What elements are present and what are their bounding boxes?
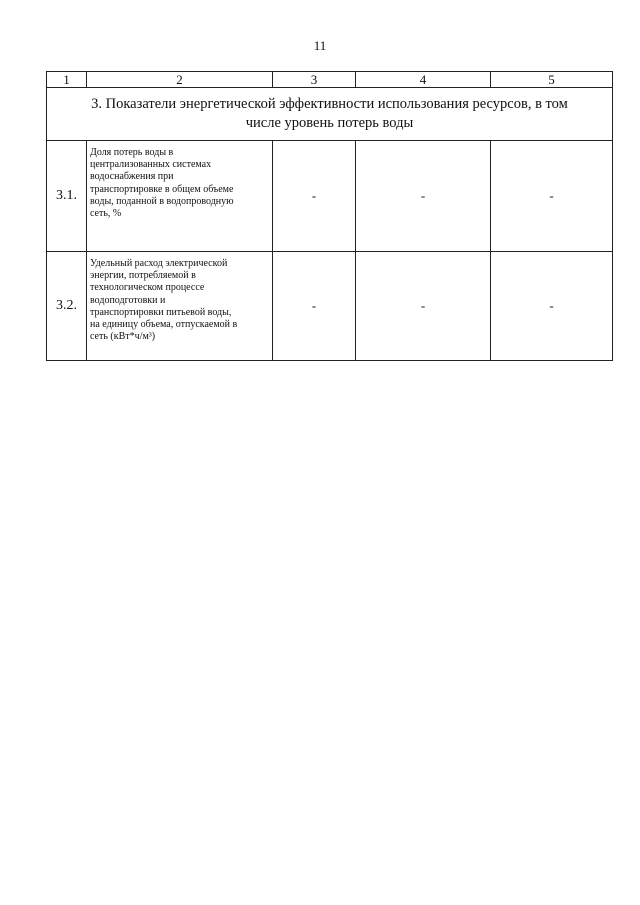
indicators-table: [46, 71, 613, 361]
description-line: технологическом процессе: [90, 282, 205, 294]
description-line: водоснабжения при: [90, 171, 174, 183]
description-line: энергии, потребляемой в: [90, 270, 196, 282]
description-line: Доля потерь воды в: [90, 147, 174, 158]
section-title: 3. Показатели энергетической эффективности использования ресурсов, в том числе уровень потерь воды: [47, 88, 613, 141]
table-header-row: [47, 72, 613, 88]
column-header-2: 2: [87, 72, 273, 88]
description-line: транспортировки питьевой воды,: [90, 306, 232, 318]
section-row: [47, 88, 613, 141]
column-header-3: 3: [273, 72, 356, 88]
row-description: [87, 252, 273, 361]
table-row: [47, 141, 613, 252]
row-number: 3.1.: [47, 141, 87, 252]
value-cell-3: -: [273, 141, 356, 252]
description-line: сеть (кВт*ч/м³): [90, 331, 156, 343]
value-cell-4: -: [356, 141, 491, 252]
value-cell-4: -: [356, 252, 491, 361]
value-cell-5: -: [491, 141, 613, 252]
value-cell-5: -: [491, 252, 613, 361]
column-header-1: 1: [47, 72, 87, 88]
description-line: на единицу объема, отпускаемой в: [90, 319, 238, 331]
description-line: Удельный расход электрической: [90, 258, 228, 269]
description-line: сеть, %: [90, 208, 122, 220]
table-row: [47, 252, 613, 361]
row-number: 3.2.: [47, 252, 87, 361]
row-description: [87, 141, 273, 252]
description-line: водоподготовки и: [90, 294, 166, 306]
column-header-4: 4: [356, 72, 491, 88]
description-line: воды, поданной в водопроводную: [90, 195, 234, 207]
description-line: транспортировке в общем объеме: [90, 183, 234, 195]
page-number: 11: [313, 38, 327, 53]
value-cell-3: -: [273, 252, 356, 361]
description-line: централизованных системах: [90, 159, 212, 171]
column-header-5: 5: [491, 72, 613, 88]
